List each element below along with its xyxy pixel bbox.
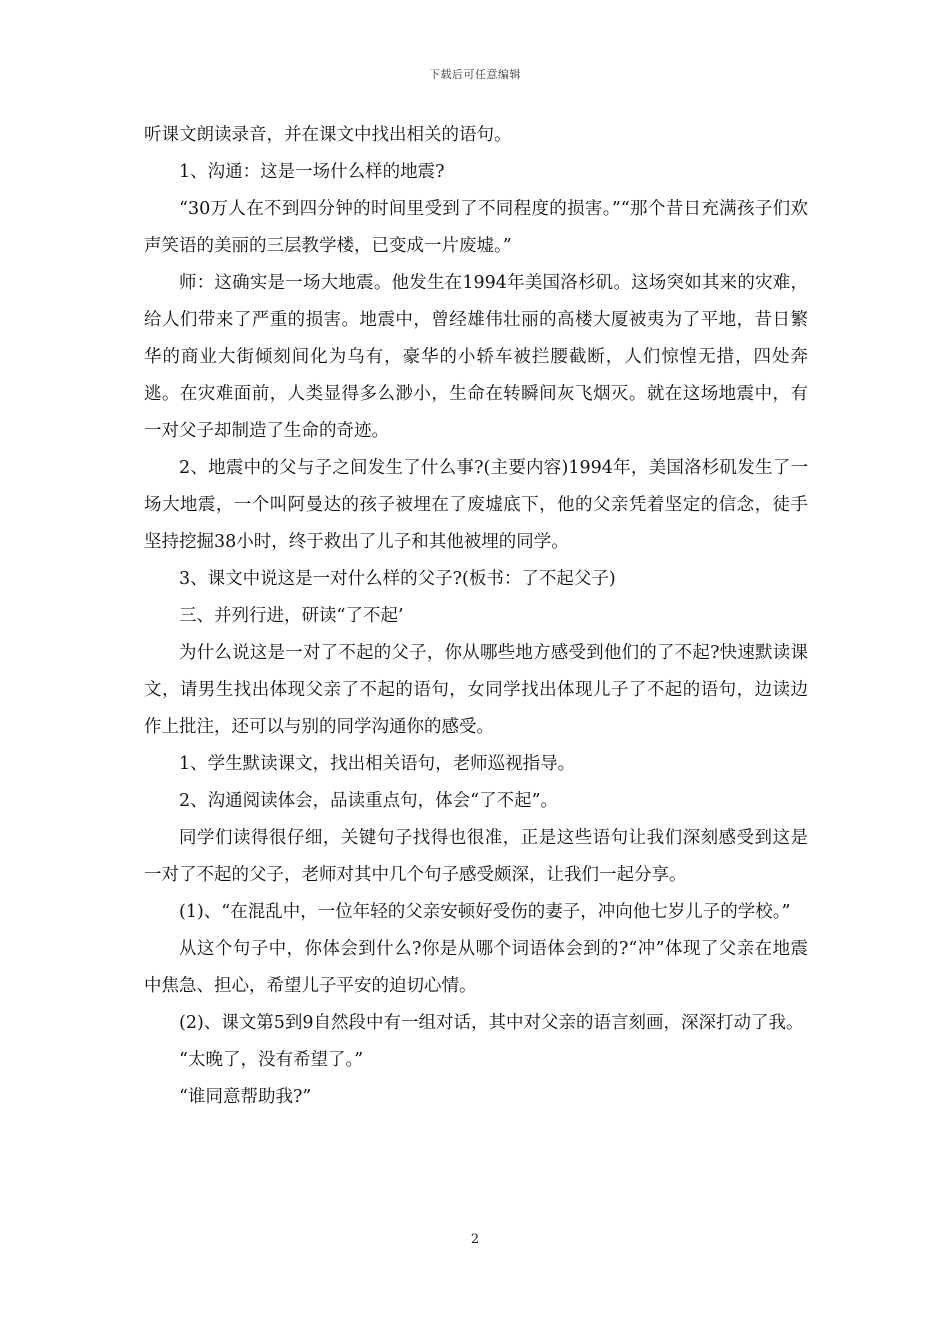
paragraph: 听课文朗读录音，并在课文中找出相关的语句。 — [144, 125, 512, 145]
paragraph: 三、并列行进，研读“了不起’ — [179, 606, 404, 626]
header-note: 下载后可任意编辑 — [429, 68, 521, 81]
paragraph: “30万人在不到四分钟的时间里受到了不同程度的损害。”“那个昔日充满孩子们欢声笑语的美丽的三层教学楼，已变成一片废墟。” — [144, 199, 808, 256]
paragraph: (2)、课文第5到9自然段中有一组对话，其中对父亲的语言刻画，深深打动了我。 — [179, 1013, 804, 1033]
paragraph: 师：这确实是一场大地震。他发生在1994年美国洛杉矶。这场突如其来的灾难，给人们带来了严重的损害。地震中，曾经雄伟壮丽的高楼大厦被夷为了平地，昔日繁华的商业大街倾刻间化为乌有，豪华的小轿车被拦腰截断，人们惊惶无措，四处奔逃。在灾难面前，人类显得多么渺小，生命在转瞬间灰飞烟灭。就在这场地震中，有一对父子却制造了生命的奇迹。 — [144, 273, 808, 441]
document-body — [144, 117, 808, 1116]
paragraph: 2、沟通阅读体会，品读重点句，体会“了不起”。 — [179, 791, 559, 811]
paragraph: “谁同意帮助我?” — [179, 1087, 312, 1107]
paragraph: 3、课文中说这是一对什么样的父子?(板书：了不起父子) — [179, 569, 616, 589]
paragraph: 1、学生默读课文，找出相关语句，老师巡视指导。 — [179, 754, 576, 774]
paragraph: 为什么说这是一对了不起的父子，你从哪些地方感受到他们的了不起?快速默读课文，请男生找出体现父亲了不起的语句，女同学找出体现儿子了不起的语句，边读边作上批注，还可以与别的同学沟通你的感受。 — [144, 643, 808, 737]
paragraph: 2、地震中的父与子之间发生了什么事?(主要内容)1994年，美国洛杉矶发生了一场大地震，一个叫阿曼达的孩子被埋在了废墟底下，他的父亲凭着坚定的信念，徒手坚持挖掘38小时，终于救出了儿子和其他被埋的同学。 — [144, 458, 808, 552]
paragraph: 同学们读得很仔细，关键句子找得也很准，正是这些语句让我们深刻感受到这是一对了不起的父子，老师对其中几个句子感受颇深，让我们一起分享。 — [144, 828, 808, 885]
paragraph: (1)、“在混乱中，一位年轻的父亲安顿好受伤的妻子，冲向他七岁儿子的学校。” — [179, 902, 791, 922]
paragraph: 从这个句子中，你体会到什么?你是从哪个词语体会到的?“冲”体现了父亲在地震中焦急、担心，希望儿子平安的迫切心情。 — [144, 939, 808, 996]
page-number: 2 — [470, 1232, 480, 1247]
paragraph: 1、沟通：这是一场什么样的地震? — [179, 162, 445, 182]
paragraph: “太晚了，没有希望了。” — [179, 1050, 364, 1070]
